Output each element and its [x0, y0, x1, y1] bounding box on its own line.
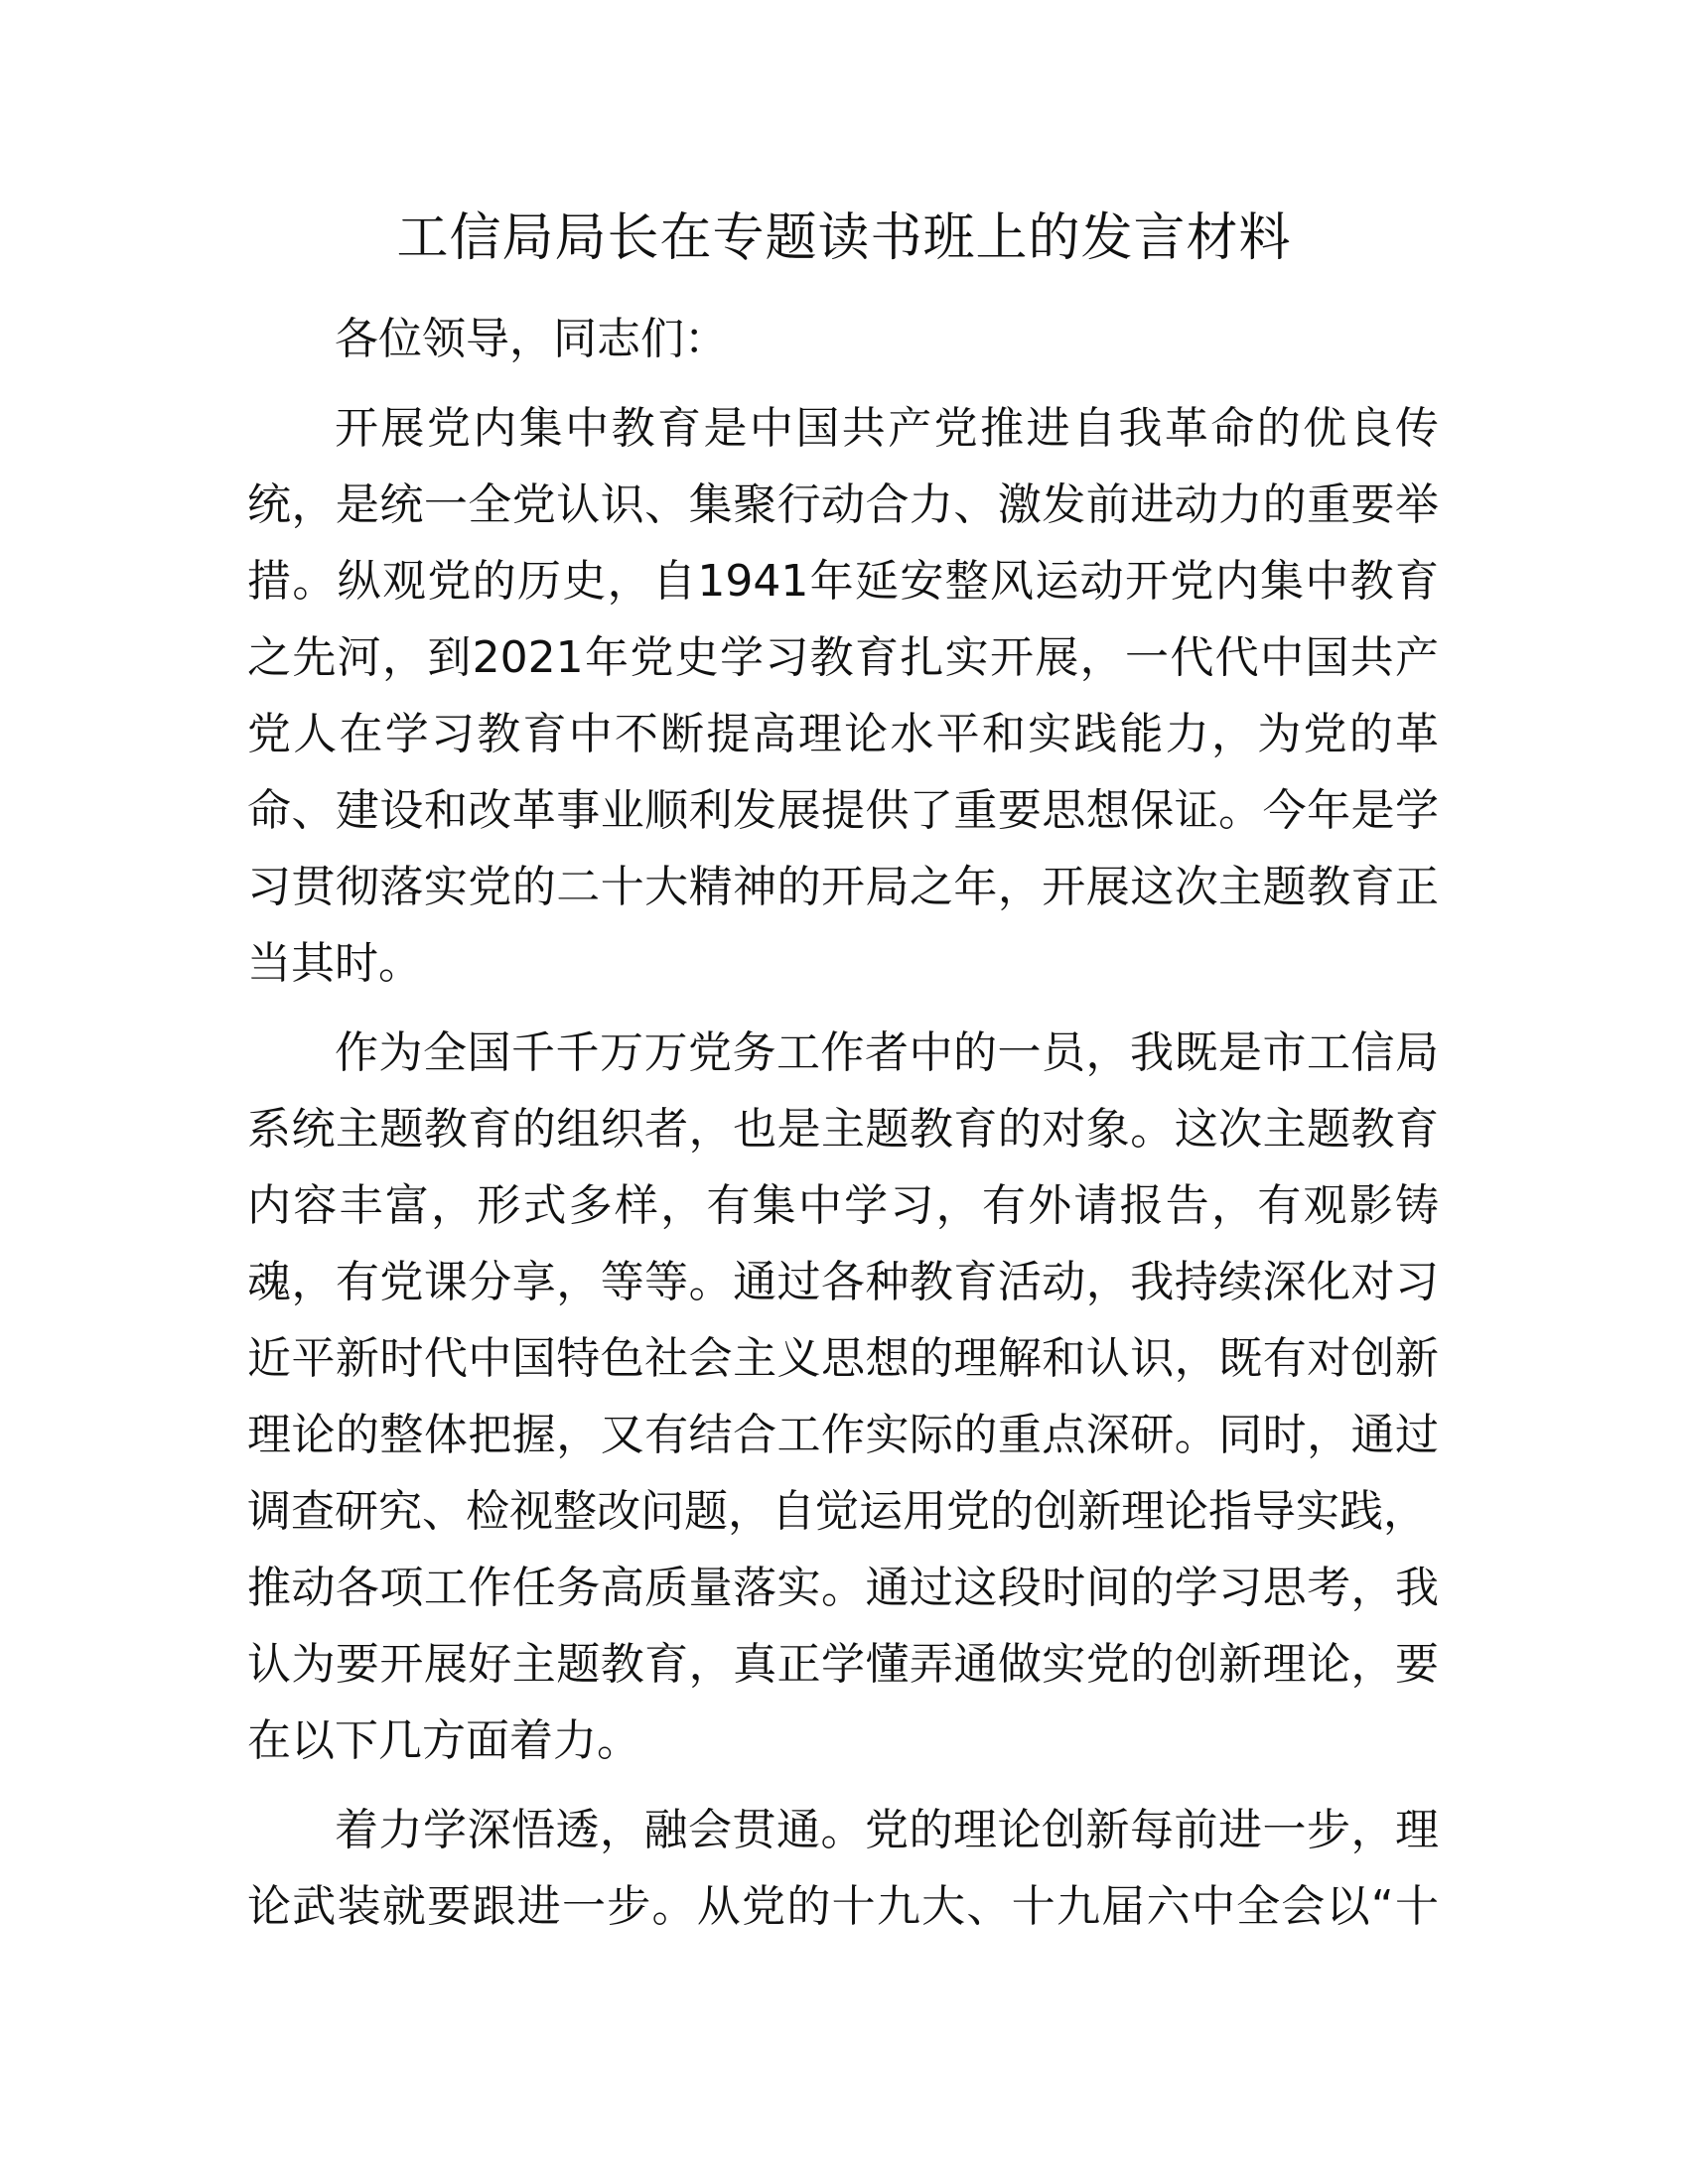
paragraph-line: 措。纵观党的历史，自1941年延安整风运动开党内集中教育 — [247, 556, 1439, 607]
paragraph-line: 党人在学习教育中不断提高理论水平和实践能力，为党的革 — [247, 709, 1439, 759]
paragraph-2 — [247, 1015, 1439, 1779]
document-title: 工信局局长在专题读书班上的发言材料 — [396, 208, 1292, 268]
paragraph-line: 魂，有党课分享，等等。通过各种教育活动，我持续深化对习 — [247, 1257, 1439, 1307]
paragraph-line: 论武装就要跟进一步。从党的十九大、十九届六中全会以“十 — [247, 1881, 1439, 1932]
paragraph-1 — [247, 390, 1439, 1002]
paragraph-3 — [247, 1792, 1439, 1945]
paragraph-line: 认为要开展好主题教育，真正学懂弄通做实党的创新理论，要 — [247, 1639, 1439, 1690]
paragraph-line: 内容丰富，形式多样，有集中学习，有外请报告，有观影铸 — [247, 1180, 1439, 1231]
paragraph-line: 推动各项工作任务高质量落实。通过这段时间的学习思考，我 — [247, 1563, 1439, 1613]
paragraph-line: 理论的整体把握，又有结合工作实际的重点深研。同时，通过 — [247, 1410, 1439, 1460]
greeting: 各位领导，同志们： — [335, 314, 728, 364]
paragraph-line: 统，是统一全党认识、集聚行动合力、激发前进动力的重要举 — [247, 479, 1439, 530]
paragraph-line: 之先河，到2021年党史学习教育扎实开展，一代代中国共产 — [247, 632, 1439, 683]
paragraph-line: 当其时。 — [247, 938, 422, 989]
paragraph-line: 着力学深悟透，融会贯通。党的理论创新每前进一步，理 — [335, 1805, 1439, 1855]
paragraph-line: 开展党内集中教育是中国共产党推进自我革命的优良传 — [335, 403, 1439, 454]
paragraph-line: 作为全国千千万万党务工作者中的一员，我既是市工信局 — [335, 1027, 1439, 1078]
paragraph-line: 系统主题教育的组织者，也是主题教育的对象。这次主题教育 — [247, 1104, 1439, 1155]
paragraph-line: 调查研究、检视整改问题，自觉运用党的创新理论指导实践， — [247, 1486, 1427, 1537]
document-body — [247, 301, 1439, 1945]
paragraph-line: 命、建设和改革事业顺利发展提供了重要思想保证。今年是学 — [247, 785, 1439, 836]
paragraph-line: 习贯彻落实党的二十大精神的开局之年，开展这次主题教育正 — [247, 862, 1439, 912]
paragraph-line: 近平新时代中国特色社会主义思想的理解和认识，既有对创新 — [247, 1333, 1439, 1384]
paragraph-line: 在以下几方面着力。 — [247, 1715, 640, 1766]
